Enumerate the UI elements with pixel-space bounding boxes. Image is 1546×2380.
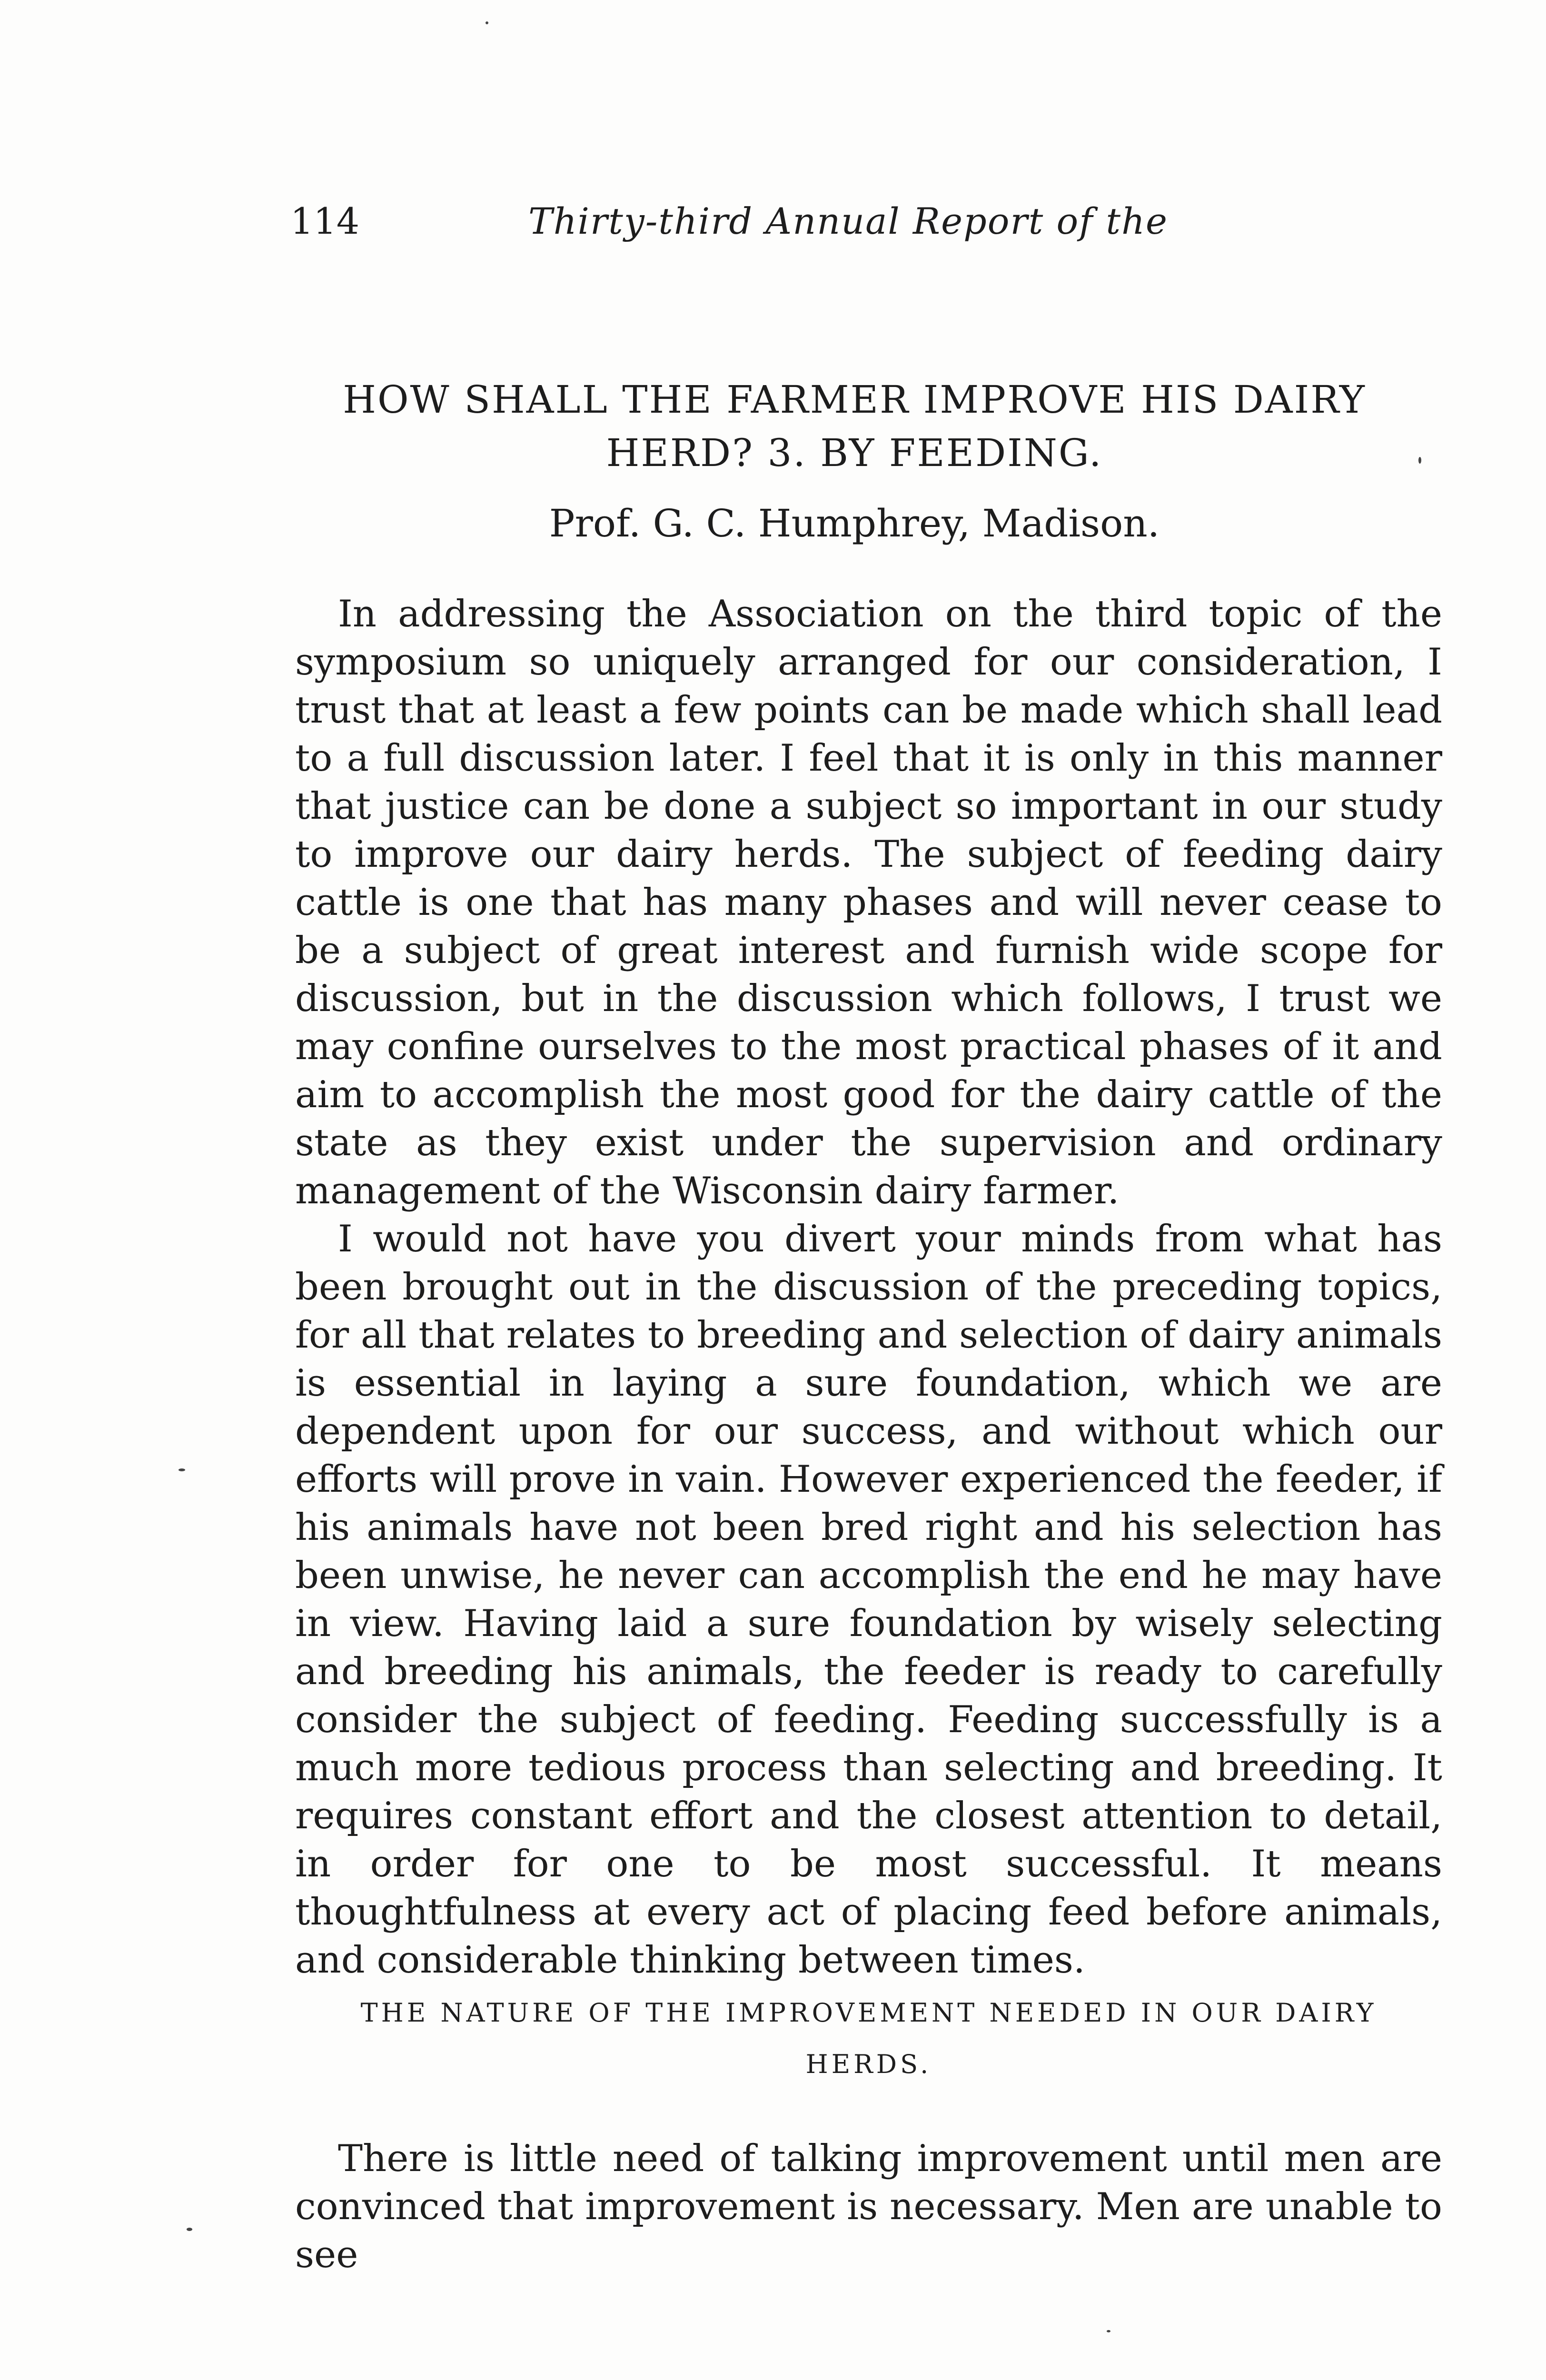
running-title: Thirty-third Annual Report of the: [528, 200, 1169, 242]
scan-speck: [1418, 457, 1421, 464]
article-title: HOW SHALL THE FARMER IMPROVE HIS DAIRY HERD? 3. BY FEEDING.: [343, 377, 1366, 475]
scan-speck: [486, 21, 488, 24]
page-number: 114: [290, 200, 360, 242]
author-line: Prof. G. C. Humphrey, Madison.: [549, 501, 1160, 545]
paragraph: In addressing the Association on the third topic of the symposium so uniquely arranged for our consideration, I trust that at least a few points can be made which shall lead to a full discussion later. I feel that it is only in this manner that justice can be done a subject so important in our study to improve our dairy herds. The subject of feeding dairy cattle is one that has many phases and will never cease to be a subject of great interest and furnish wide scope for discussion, but in the discussion which follows, I trust we may confine ourselves to the most practical phases of it and aim to accomplish the most good for the dairy cattle of the state as they exist under the supervision and ordinary management of the Wisconsin dairy farmer.: [295, 593, 1442, 1212]
running-head: [290, 195, 1242, 248]
scan-speck: [187, 2228, 192, 2231]
paragraph: I would not have you divert your minds from what has been brought out in the discussion of the preceding topics, for all that relates to breeding and selection of dairy animals is essential in laying a sure foundation, which we are dependent upon for our success, and without which our efforts will prove in vain. However experienced the feeder, if his animals have not been bred right and his selection has been unwise, he never can accomplish the end he may have in view. Having laid a sure foundation by wisely selecting and breeding his animals, the feeder is ready to carefully consider the subject of feeding. Feeding successfully is a much more tedious process than selecting and breeding. It requires constant effort and the closest attention to detail, in order for one to be most successful. It means thoughtfulness at every act of placing feed before animals, and considerable thinking between times.: [295, 1218, 1442, 1982]
scan-speck: [1107, 2330, 1110, 2332]
paragraph: There is little need of talking improvement until men are convinced that improvement is necessary. Men are unable to see: [295, 2137, 1442, 2276]
scan-speck: [178, 1468, 185, 1471]
body-text: [295, 590, 1442, 1984]
section-heading: THE NATURE OF THE IMPROVEMENT NEEDED IN OUR DAIRY HERDS.: [360, 1998, 1377, 2079]
section-body-text: [295, 2135, 1442, 2279]
